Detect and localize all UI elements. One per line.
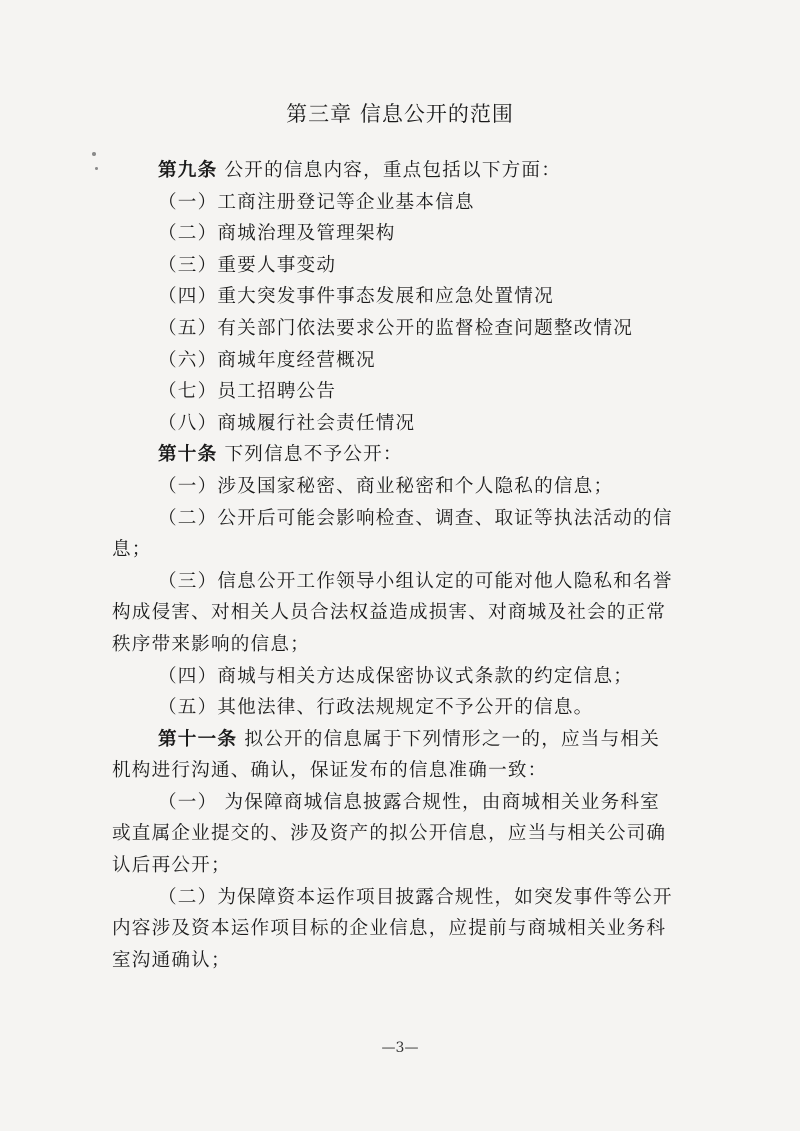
article-10-heading	[112, 439, 678, 471]
list-item: （八）商城履行社会责任情况	[158, 412, 416, 434]
list-item: （四）重大突发事件事态发展和应急处置情况	[158, 286, 554, 308]
article-text: 下列信息不予公开：	[224, 444, 403, 466]
scan-speck	[95, 167, 98, 170]
list-item: （五）有关部门依法要求公开的监督检查问题整改情况	[158, 317, 634, 339]
list-item: （一）涉及国家秘密、商业秘密和个人隐私的信息；	[158, 475, 614, 497]
scan-speck	[92, 152, 96, 156]
article-11-heading	[112, 724, 678, 787]
document-body	[112, 155, 678, 976]
list-item: （二）商城治理及管理架构	[158, 223, 396, 245]
page-number: —3—	[381, 1040, 419, 1056]
article-label: 第十一条	[158, 728, 238, 750]
list-item: （三）重要人事变动	[158, 254, 337, 276]
list-item: （三）信息公开工作领导小组认定的可能对他人隐私和名誉构成侵害、对相关人员合法权益造成损害、对商城及社会的正常秩序带来影响的信息；	[112, 570, 673, 655]
list-item: （一）工商注册登记等企业基本信息	[158, 191, 475, 213]
article-9-heading	[112, 155, 678, 187]
list-item: （二）公开后可能会影响检查、调查、取证等执法活动的信息；	[112, 507, 673, 561]
list-item: （六）商城年度经营概况	[158, 349, 376, 371]
list-item: （五）其他法律、行政法规规定不予公开的信息。	[158, 697, 594, 719]
article-label: 第九条	[158, 160, 218, 181]
chapter-title: 第三章 信息公开的范围	[286, 102, 514, 126]
list-item: （七）员工招聘公告	[158, 381, 337, 403]
article-text: 拟公开的信息属于下列情形之一的，应当与相关机构进行沟通、确认，保证发布的信息准确一致：	[112, 728, 660, 782]
list-item: （一） 为保障商城信息披露合规性，由商城相关业务科室或直属企业提交的、涉及资产的拟公开信息，应当与相关公司确认后再公开；	[112, 791, 667, 877]
article-label: 第十条	[158, 444, 218, 466]
list-item: （四）商城与相关方达成保密协议式条款的约定信息；	[158, 665, 634, 687]
article-text: 公开的信息内容，重点包括以下方面：	[224, 160, 562, 181]
list-item: （二）为保障资本运作项目披露合规性，如突发事件等公开内容涉及资本运作项目标的企业信息，应提前与商城相关业务科室沟通确认；	[112, 886, 673, 971]
